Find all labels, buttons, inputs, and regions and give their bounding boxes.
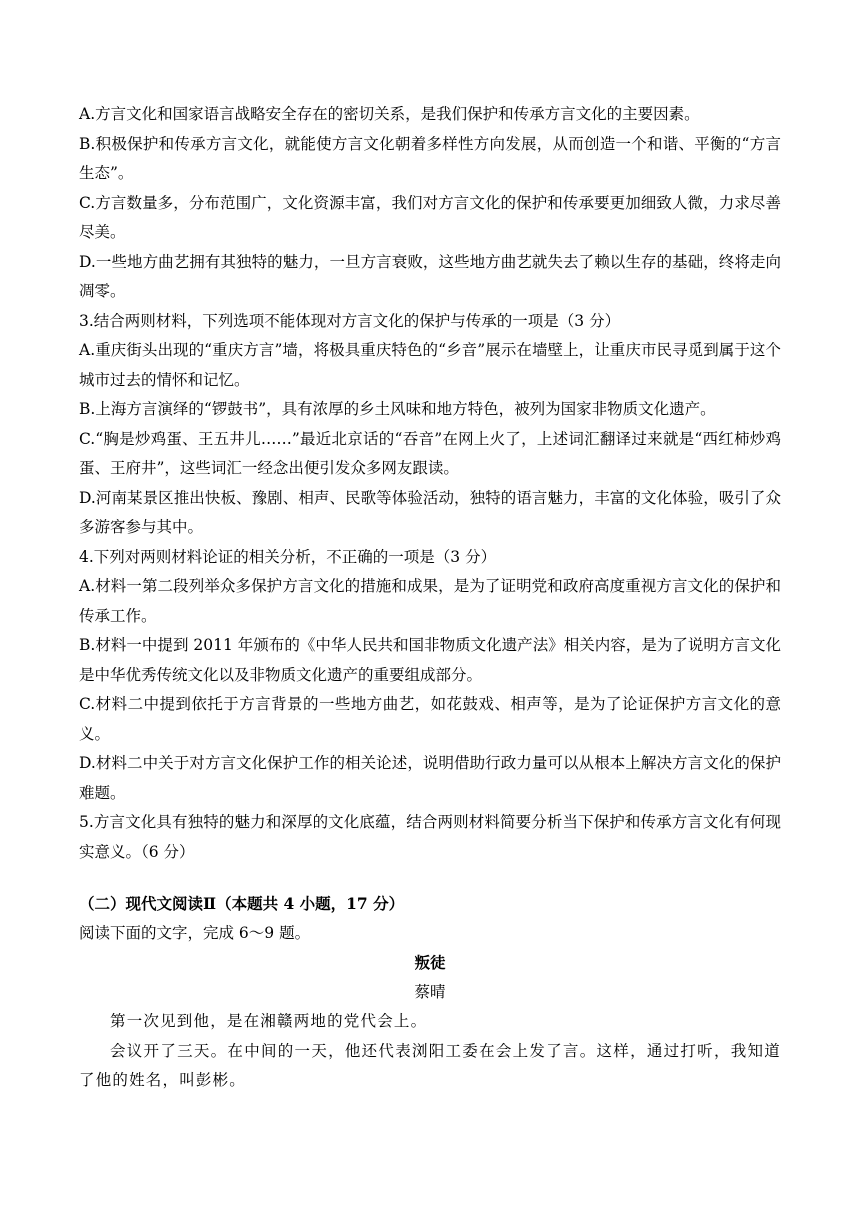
story-author: 蔡晴 [414,982,446,1001]
q4-option-d: D.材料二中关于对方言文化保护工作的相关论述，说明借助行政力量可以从根本上解决方言文化的保护难题。 [79,754,781,802]
story-paragraph: 会议开了三天。在中间的一天，他还代表浏阳工委在会上发了言。这样，通过打听，我知道了他的姓名，叫彭彬。 [79,1041,781,1089]
story-paragraph: 第一次见到他，是在湘赣两地的党代会上。 [110,1012,428,1030]
question-3 [79,307,781,543]
q3-option-b: B.上海方言演绎的“锣鼓书”，具有浓厚的乡土风味和地方特色，被列为国家非物质文化遗产。 [79,400,716,418]
q2-option-b: B.积极保护和传承方言文化，就能使方言文化朝着多样性方向发展，从而创造一个和谐、平衡的“方言生态”。 [79,134,781,182]
question-2-options [79,100,781,307]
q4-stem: 4.下列对两则材料论证的相关分析，不正确的一项是（3 分） [79,547,497,566]
q3-option-a: A.重庆街头出现的“重庆方言”墙，将极具重庆特色的“乡音”展示在墙壁上，让重庆市民寻觅到属于这个城市过去的情怀和记忆。 [79,341,781,389]
q2-option-a: A.方言文化和国家语言战略安全存在的密切关系，是我们保护和传承方言文化的主要因素。 [79,105,700,123]
section-2 [79,889,781,1096]
q3-option-c: C.“胸是炒鸡蛋、王五井儿……”最近北京话的“吞音”在网上火了，上述词汇翻译过来就是“西红柿炒鸡蛋、王府井”，这些词汇一经念出便引发众多网友跟读。 [79,429,781,477]
question-5 [79,808,781,867]
q2-option-d: D.一些地方曲艺拥有其独特的魅力，一旦方言衰败，这些地方曲艺就失去了赖以生存的基础，终将走向凋零。 [79,252,781,300]
q4-option-b: B.材料一中提到 2011 年颁布的《中华人民共和国非物质文化遗产法》相关内容，是为了说明方言文化是中华优秀传统文化以及非物质文化遗产的重要组成部分。 [79,636,781,684]
q2-option-c: C.方言数量多，分布范围广，文化资源丰富，我们对方言文化的保护和传承要更加细致人微，力求尽善尽美。 [79,193,781,241]
q4-option-a: A.材料一第二段列举众多保护方言文化的措施和成果，是为了证明党和政府高度重视方言文化的保护和传承工作。 [79,577,781,625]
exam-page [79,100,781,1096]
q5-stem: 5.方言文化具有独特的魅力和深厚的文化底蕴，结合两则材料简要分析当下保护和传承方言文化有何现实意义。（6 分） [79,813,781,861]
reading-instruction: 阅读下面的文字，完成 6～9 题。 [79,923,311,942]
question-4 [79,543,781,809]
section-spacer [79,867,781,889]
section-heading: （二）现代文阅读Ⅱ（本题共 4 小题，17 分） [79,894,405,913]
story-title: 叛徒 [414,953,446,972]
q3-option-d: D.河南某景区推出快板、豫剧、相声、民歌等体验活动，独特的语言魅力，丰富的文化体验，吸引了众多游客参与其中。 [79,488,781,536]
q3-stem: 3.结合两则材料，下列选项不能体现对方言文化的保护与传承的一项是（3 分） [79,311,621,330]
q4-option-c: C.材料二中提到依托于方言背景的一些地方曲艺，如花鼓戏、相声等，是为了论证保护方言文化的意义。 [79,695,781,743]
